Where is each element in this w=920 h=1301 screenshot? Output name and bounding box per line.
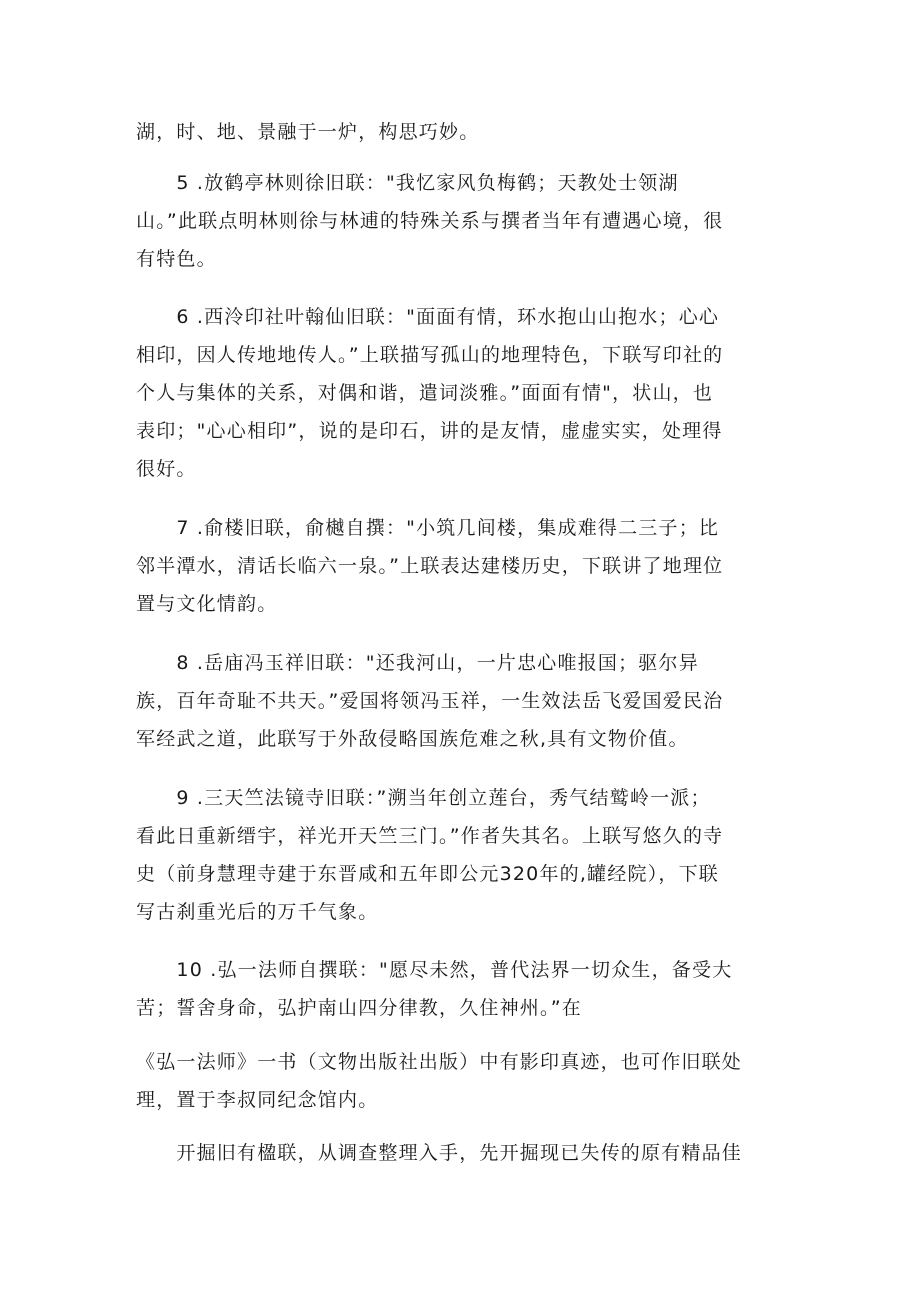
text-line: 看此日重新缙宇，祥光开天竺三门。”作者失其名。上联写悠久的寺 <box>136 825 724 847</box>
paragraph-item-7 <box>136 509 788 623</box>
text-line: 10 .弘一法师自撰联："愿尽未然，普代法界一切众生，备受大 <box>136 959 733 981</box>
text-line: 苦；誓舍身命，弘护南山四分律教，久住神州。”在 <box>136 997 582 1019</box>
text-line: 5 .放鹤亭林则徐旧联："我忆家风负梅鹤；天教处士领湖 <box>136 172 679 194</box>
text-line: 个人与集体的关系，对偶和谐，遣词淡雅。”面面有情"，状山，也 <box>136 382 714 404</box>
text-line: 相印，因人传地地传人。”上联描写孤山的地理特色，下联写印社的 <box>136 344 724 366</box>
text-line: 有特色。 <box>136 248 217 270</box>
paragraph-item-6 <box>136 298 788 488</box>
text-line: 置与文化情韵。 <box>136 593 278 615</box>
text-line: 7 .俞楼旧联，俞樾自撰："小筑几间楼，集成难得二三子；比 <box>136 517 720 539</box>
paragraph-item-8 <box>136 644 788 758</box>
text-line: 邻半潭水，清话长临六一泉。”上联表达建楼历史，下联讲了地理位 <box>136 555 724 577</box>
text-line: 史（前身慧理寺建于东晋咸和五年即公元320年的,罐经院），下联 <box>136 863 720 885</box>
text-line: 很好。 <box>136 458 197 480</box>
text-line: 6 .西泠印社叶翰仙旧联："面面有情，环水抱山山抱水；心心 <box>136 306 720 328</box>
text-line: 山。”此联点明林则徐与林逋的特殊关系与撰者当年有遭遇心境，很 <box>136 210 724 232</box>
text-line: 湖，时、地、景融于一炉，构思巧妙。 <box>136 121 480 143</box>
text-line: 《弘一法师》一书（文物出版社出版）中有影印真迹，也可作旧联处 <box>136 1051 743 1073</box>
text-line: 开掘旧有楹联，从调查整理入手，先开掘现已失传的原有精品佳 <box>136 1142 743 1164</box>
text-line: 8 .岳庙冯玉祥旧联："还我河山，一片忠心唯报国；驱尔异 <box>136 652 699 674</box>
paragraph-item-10 <box>136 951 788 1027</box>
text-line: 族，百年奇耻不共天。”爱国将领冯玉祥，一生效法岳飞爱国爱民治 <box>136 690 724 712</box>
paragraph-closing <box>136 1134 788 1172</box>
paragraph-item-5 <box>136 164 788 278</box>
text-line: 写古刹重光后的万千气象。 <box>136 901 379 923</box>
text-line: 军经武之道，此联写于外敌侵略国族危难之秋,具有文物价值。 <box>136 728 689 750</box>
paragraph-item-9 <box>136 779 788 931</box>
paragraph-intro-tail <box>136 113 788 151</box>
text-line: 9 .三天竺法镜寺旧联：”溯当年创立莲台，秀气结鹫岭一派； <box>136 787 711 809</box>
text-line: 理，置于李叔同纪念馆内。 <box>136 1089 379 1111</box>
paragraph-item-10-continued <box>136 1043 788 1119</box>
text-line: 表印；"心心相印”，说的是印石，讲的是友情，虚虚实实，处理得 <box>136 420 723 442</box>
